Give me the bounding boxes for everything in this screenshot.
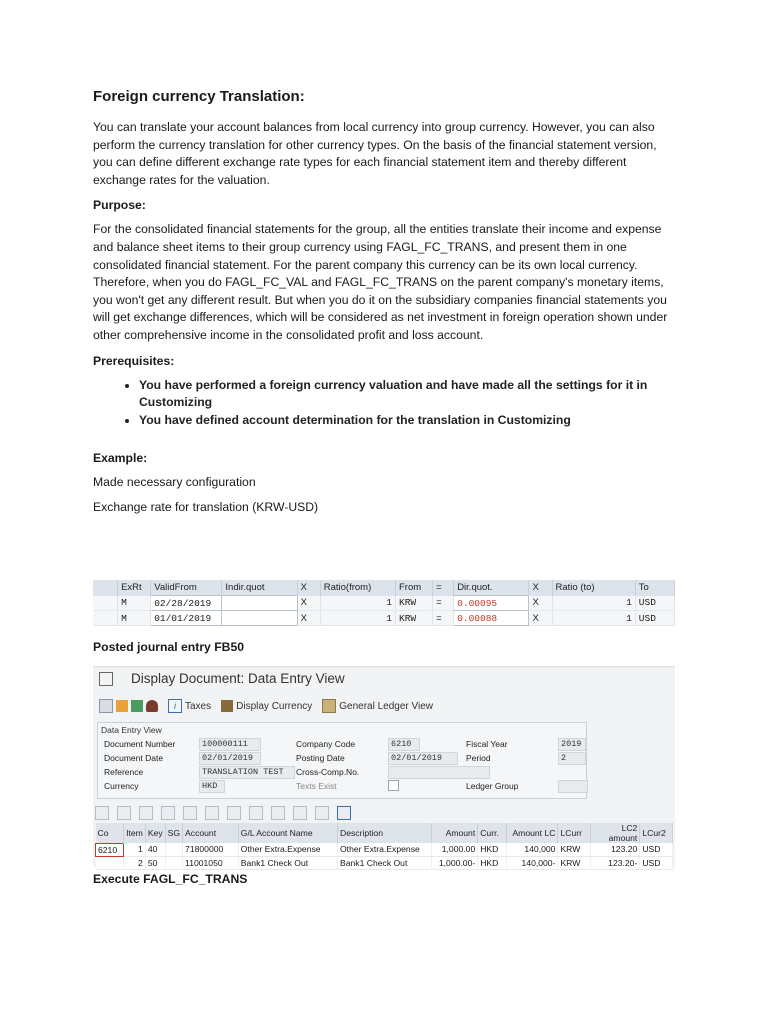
prerequisites-list: [93, 377, 678, 430]
cell-x: X: [529, 596, 552, 611]
cell-eq: =: [433, 611, 454, 626]
cell-gl-name: Bank1 Check Out: [238, 856, 337, 869]
cell-exrt: M: [118, 611, 151, 626]
overview-icon[interactable]: [131, 700, 143, 712]
col-header: Dir.quot.: [454, 580, 529, 596]
info-icon[interactable]: [337, 806, 351, 820]
col-header: LC2 amount: [590, 823, 639, 843]
cell-amount: 1,000.00: [431, 843, 477, 856]
cell-lcur2: USD: [640, 843, 673, 856]
gl-view-button[interactable]: [322, 699, 433, 713]
find-icon[interactable]: [161, 806, 175, 820]
journal-label: Posted journal entry FB50: [93, 640, 245, 654]
col-header: Indir.quot: [222, 580, 297, 596]
currency-label: Currency: [104, 781, 139, 791]
cell-from: KRW: [396, 596, 433, 611]
table-row[interactable]: [96, 843, 673, 856]
period-field[interactable]: 2: [558, 752, 586, 765]
cell-curr: HKD: [478, 843, 507, 856]
cell-x: X: [297, 596, 320, 611]
col-header: Description: [338, 823, 432, 843]
subtotal-icon[interactable]: [227, 806, 241, 820]
cell-description: Bank1 Check Out: [338, 856, 432, 869]
sap-document-window: [93, 666, 675, 867]
cell-from: KRW: [396, 611, 433, 626]
item-toolbar: [95, 805, 359, 821]
info-icon: i: [168, 699, 182, 713]
texts-exist-label: Texts Exist: [296, 781, 337, 791]
col-header: ValidFrom: [151, 580, 222, 596]
cell-description: Other Extra.Expense: [338, 843, 432, 856]
export-icon[interactable]: [293, 806, 307, 820]
currency-field[interactable]: HKD: [199, 780, 225, 793]
col-header: Ratio(from): [320, 580, 395, 596]
cell-ratio-to: 1: [552, 596, 635, 611]
doc-date-field[interactable]: 02/01/2019: [199, 752, 261, 765]
line-items-table: [95, 823, 673, 870]
change-display-icon[interactable]: [99, 699, 113, 713]
purpose-paragraph: For the consolidated financial statements for the group, all the entities translate their income and expense and balance sheet items to their group currency using FAGL_FC_TRANS, and present them in one consolidated financial statement. For the parent company this currency can be its own local currency. Therefore, when you do FAGL_FC_VAL and FAGL_FC_TRANS on the parent company's monetary items, you won't get any different result. But when you do it on the subsidiary companies financial statements you will get exchange differences, which will be considered as net investment in foreign operation shown under other comprehensive income in the consolidated profit and loss account.: [93, 222, 668, 342]
cell-key: 40: [145, 843, 165, 856]
display-currency-label: Display Currency: [236, 700, 313, 712]
posting-date-field[interactable]: 02/01/2019: [388, 752, 458, 765]
table-row[interactable]: [96, 856, 673, 869]
display-currency-button[interactable]: [221, 700, 312, 712]
col-header: X: [297, 580, 320, 596]
cross-comp-label: Cross-Comp.No.: [296, 767, 360, 777]
details-icon[interactable]: [95, 806, 109, 820]
company-code-label: Company Code: [296, 739, 356, 749]
cell-exrt: M: [118, 596, 151, 611]
texts-exist-checkbox[interactable]: [388, 780, 399, 791]
cell-account: 71800000: [183, 843, 239, 856]
cell-lc2-amount: 123.20: [590, 843, 639, 856]
cell-item: 2: [124, 856, 146, 869]
sap-toolbar: [99, 697, 443, 715]
document-icon[interactable]: [116, 700, 128, 712]
col-header: Curr.: [478, 823, 507, 843]
reference-field[interactable]: TRANSLATION TEST: [199, 766, 295, 779]
layout-icon[interactable]: [315, 806, 329, 820]
cell-sg: [165, 843, 182, 856]
col-header: LCurr: [558, 823, 590, 843]
cell-dir-quot[interactable]: 0.00088: [454, 611, 529, 626]
gl-view-label: General Ledger View: [339, 700, 434, 712]
reference-label: Reference: [104, 767, 144, 777]
data-entry-fieldset: [97, 722, 587, 799]
col-header: G/L Account Name: [238, 823, 337, 843]
prereq-item: • You have defined account determination for the translation in Customizing: [139, 412, 678, 430]
row-selector: [93, 611, 118, 626]
doc-number-label: Document Number: [104, 739, 176, 749]
cell-dir-quot[interactable]: 0.00095: [454, 596, 529, 611]
doc-title: Foreign currency Translation:: [93, 88, 305, 105]
cell-lcurr: KRW: [558, 856, 590, 869]
cell-indir-quot[interactable]: [222, 596, 297, 611]
cell-validfrom[interactable]: 01/01/2019: [151, 611, 222, 626]
period-label: Period: [466, 753, 491, 763]
cell-validfrom[interactable]: 02/28/2019: [151, 596, 222, 611]
cell-amount-lc: 140,000: [506, 843, 558, 856]
sum-icon[interactable]: [205, 806, 219, 820]
cell-lcurr: KRW: [558, 843, 590, 856]
prerequisites-heading: Prerequisites:: [93, 353, 175, 368]
cell-eq: =: [433, 596, 454, 611]
align-left-icon[interactable]: [117, 806, 131, 820]
col-header: From: [396, 580, 433, 596]
example-heading: Example:: [93, 451, 148, 466]
sap-window-title: Display Document: Data Entry View: [131, 671, 345, 686]
cell-sg: [165, 856, 182, 869]
taxes-button[interactable]: [168, 699, 211, 713]
cross-comp-field[interactable]: [388, 766, 490, 779]
intro-paragraph: You can translate your account balances from local currency into group currency. However, you can also perform the currency translation for other currency types. On the basis of the financial statement version, you can define different exchange rate types for each financial statement item and thereby different exchange rates for the valuation.: [93, 120, 657, 187]
cell-x: X: [529, 611, 552, 626]
col-header: LCur2: [640, 823, 673, 843]
col-header: Account: [183, 823, 239, 843]
col-header: [93, 580, 118, 596]
currency-icon: [221, 700, 233, 712]
cell-indir-quot[interactable]: [222, 611, 297, 626]
fiscal-year-field[interactable]: 2019: [558, 738, 586, 751]
cell-lcur2: USD: [640, 856, 673, 869]
cell-to: USD: [635, 596, 674, 611]
print-icon[interactable]: [249, 806, 263, 820]
cell-ratio-from: 1: [320, 611, 395, 626]
col-header: Ratio (to): [552, 580, 635, 596]
section-title: Data Entry View: [101, 725, 162, 735]
posting-date-label: Posting Date: [296, 753, 345, 763]
table-row[interactable]: [93, 596, 675, 611]
cell-amount-lc: 140,000-: [506, 856, 558, 869]
purpose-heading: Purpose:: [93, 198, 146, 213]
prereq-item: • You have performed a foreign currency valuation and have made all the settings for it in Customizing: [139, 377, 678, 412]
doc-date-label: Document Date: [104, 753, 164, 763]
config-text: Made necessary configuration: [93, 475, 256, 490]
col-header: Co: [96, 823, 124, 843]
col-header: ExRt: [118, 580, 151, 596]
cell-key: 50: [145, 856, 165, 869]
align-center-icon[interactable]: [139, 806, 153, 820]
filter-icon[interactable]: [183, 806, 197, 820]
cell-co[interactable]: [96, 856, 124, 869]
cell-curr: HKD: [478, 856, 507, 869]
col-header: X: [529, 580, 552, 596]
row-selector: [93, 596, 118, 611]
cell-to: USD: [635, 611, 674, 626]
col-header: =: [433, 580, 454, 596]
menu-icon[interactable]: [99, 672, 113, 686]
company-code-field[interactable]: 6210: [388, 738, 420, 751]
cell-co[interactable]: 6210: [96, 843, 124, 856]
execute-label: Execute FAGL_FC_TRANS: [93, 872, 248, 886]
col-header: To: [635, 580, 674, 596]
doc-number-field[interactable]: 100000111: [199, 738, 261, 751]
cell-account: 11001050: [183, 856, 239, 869]
col-header: Item: [124, 823, 146, 843]
view-icon[interactable]: [271, 806, 285, 820]
col-header: Amount: [431, 823, 477, 843]
table-row[interactable]: [93, 611, 675, 626]
cell-gl-name: Other Extra.Expense: [238, 843, 337, 856]
cell-amount: 1,000.00-: [431, 856, 477, 869]
cell-ratio-from: 1: [320, 596, 395, 611]
col-header: Amount LC: [506, 823, 558, 843]
exchange-rate-table: [93, 580, 675, 626]
col-header: Key: [145, 823, 165, 843]
document-body: [93, 88, 678, 517]
hat-icon[interactable]: [146, 700, 158, 712]
sap-title-bar: [99, 671, 345, 686]
cell-x: X: [297, 611, 320, 626]
cell-lc2-amount: 123.20-: [590, 856, 639, 869]
col-header: SG: [165, 823, 182, 843]
ledger-group-field[interactable]: [558, 780, 588, 793]
ledger-group-label: Ledger Group: [466, 781, 519, 791]
cell-item: 1: [124, 843, 146, 856]
fiscal-year-label: Fiscal Year: [466, 739, 508, 749]
taxes-label: Taxes: [185, 700, 212, 712]
ledger-icon: [322, 699, 336, 713]
rate-label: Exchange rate for translation (KRW-USD): [93, 499, 319, 514]
cell-ratio-to: 1: [552, 611, 635, 626]
